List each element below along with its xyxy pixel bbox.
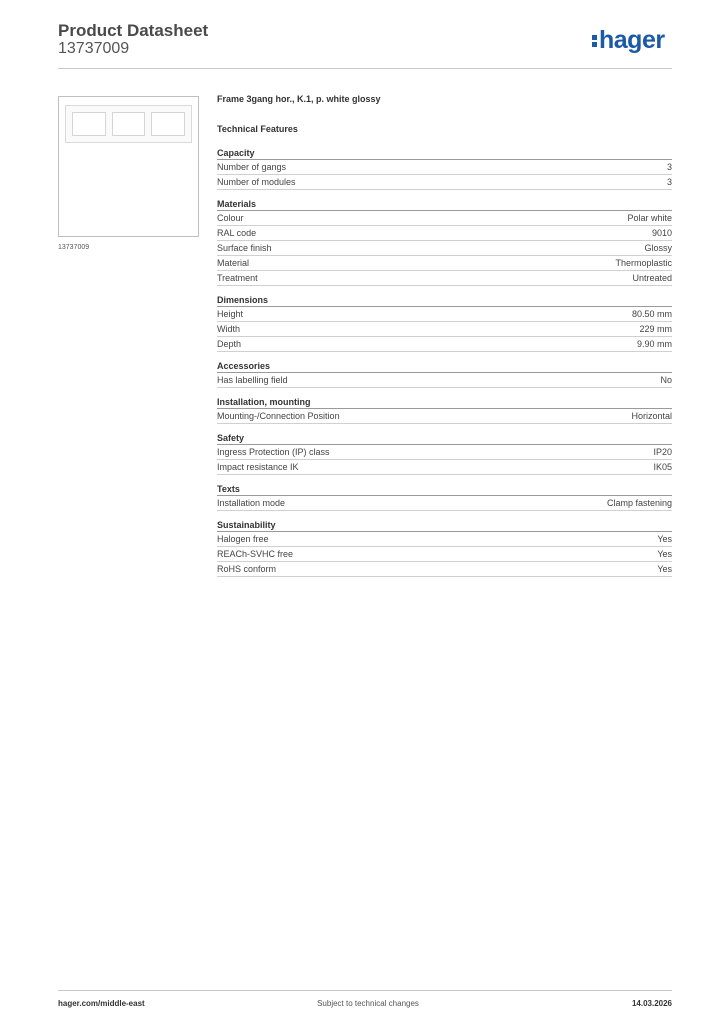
spec-row [217, 532, 672, 547]
spec-value: Horizontal [631, 411, 672, 421]
spec-label: Material [217, 258, 250, 268]
image-caption: 13737009 [58, 244, 90, 251]
spec-value: 3 [666, 177, 672, 187]
spec-row [217, 445, 672, 460]
section-title: Capacity [217, 147, 672, 160]
footer-divider [58, 990, 672, 991]
spec-label: RAL code [217, 228, 257, 238]
product-image [58, 96, 199, 237]
spec-label: Number of gangs [217, 162, 287, 172]
spec-value: Glossy [644, 243, 672, 253]
spec-section [217, 360, 672, 388]
section-title: Accessories [217, 360, 672, 373]
spec-value: No [660, 375, 672, 385]
logo-dots-icon [592, 33, 598, 49]
section-title: Safety [217, 432, 672, 445]
footer-notice: Subject to technical changes [317, 999, 419, 1008]
spec-value: 80.50 mm [631, 309, 672, 319]
spec-value: Polar white [627, 213, 672, 223]
product-code: 13737009 [58, 40, 130, 57]
spec-value: IK05 [653, 462, 672, 472]
tech-features-heading: Technical Features [217, 124, 298, 134]
spec-label: Has labelling field [217, 375, 288, 385]
footer-date: 14.03.2026 [631, 999, 672, 1008]
spec-label: Surface finish [217, 243, 272, 253]
spec-value: Yes [657, 534, 672, 544]
spec-value: Yes [657, 564, 672, 574]
footer-website: hager.com/middle-east [58, 999, 145, 1008]
spec-label: Mounting-/Connection Position [217, 411, 340, 421]
section-title: Sustainability [217, 519, 672, 532]
spec-value: 229 mm [639, 324, 672, 334]
spec-row [217, 256, 672, 271]
spec-label: Impact resistance IK [217, 462, 299, 472]
spec-row [217, 547, 672, 562]
spec-label: Colour [217, 213, 244, 223]
spec-label: Treatment [217, 273, 258, 283]
section-title: Materials [217, 198, 672, 211]
spec-label: Number of modules [217, 177, 296, 187]
frame-opening [112, 112, 146, 136]
page-title: Product Datasheet [58, 21, 209, 40]
spec-row [217, 160, 672, 175]
spec-value: IP20 [653, 447, 672, 457]
spec-row [217, 460, 672, 475]
section-title: Dimensions [217, 294, 672, 307]
spec-section [217, 294, 672, 352]
spec-row [217, 337, 672, 352]
spec-row [217, 211, 672, 226]
spec-value: Yes [657, 549, 672, 559]
spec-label: Height [217, 309, 244, 319]
spec-section [217, 396, 672, 424]
spec-label: Installation mode [217, 498, 286, 508]
spec-section [217, 483, 672, 511]
section-title: Texts [217, 483, 672, 496]
product-name: Frame 3gang hor., K.1, p. white glossy [217, 94, 381, 104]
spec-row [217, 271, 672, 286]
spec-value: Clamp fastening [606, 498, 672, 508]
section-title: Installation, mounting [217, 396, 672, 409]
spec-value: Thermoplastic [615, 258, 672, 268]
frame-opening [151, 112, 185, 136]
spec-row [217, 175, 672, 190]
spec-value: Untreated [632, 273, 672, 283]
spec-label: Width [217, 324, 241, 334]
spec-label: RoHS conform [217, 564, 277, 574]
frame-opening [72, 112, 106, 136]
spec-label: Depth [217, 339, 242, 349]
header-divider [58, 68, 672, 69]
spec-value: 9.90 mm [636, 339, 672, 349]
spec-section [217, 147, 672, 190]
spec-row [217, 226, 672, 241]
spec-value: 3 [666, 162, 672, 172]
hager-logo [592, 28, 665, 53]
spec-row [217, 409, 672, 424]
spec-label: Halogen free [217, 534, 269, 544]
spec-value: 9010 [651, 228, 672, 238]
spec-row [217, 562, 672, 577]
spec-content [217, 94, 672, 585]
spec-row [217, 322, 672, 337]
spec-row [217, 307, 672, 322]
spec-section [217, 432, 672, 475]
frame-3gang-illustration [65, 105, 192, 143]
spec-section [217, 519, 672, 577]
spec-row [217, 241, 672, 256]
spec-section [217, 198, 672, 286]
spec-label: REACh-SVHC free [217, 549, 294, 559]
logo-text: hager [599, 26, 665, 54]
spec-sections [217, 147, 672, 577]
spec-row [217, 373, 672, 388]
spec-row [217, 496, 672, 511]
spec-label: Ingress Protection (IP) class [217, 447, 330, 457]
